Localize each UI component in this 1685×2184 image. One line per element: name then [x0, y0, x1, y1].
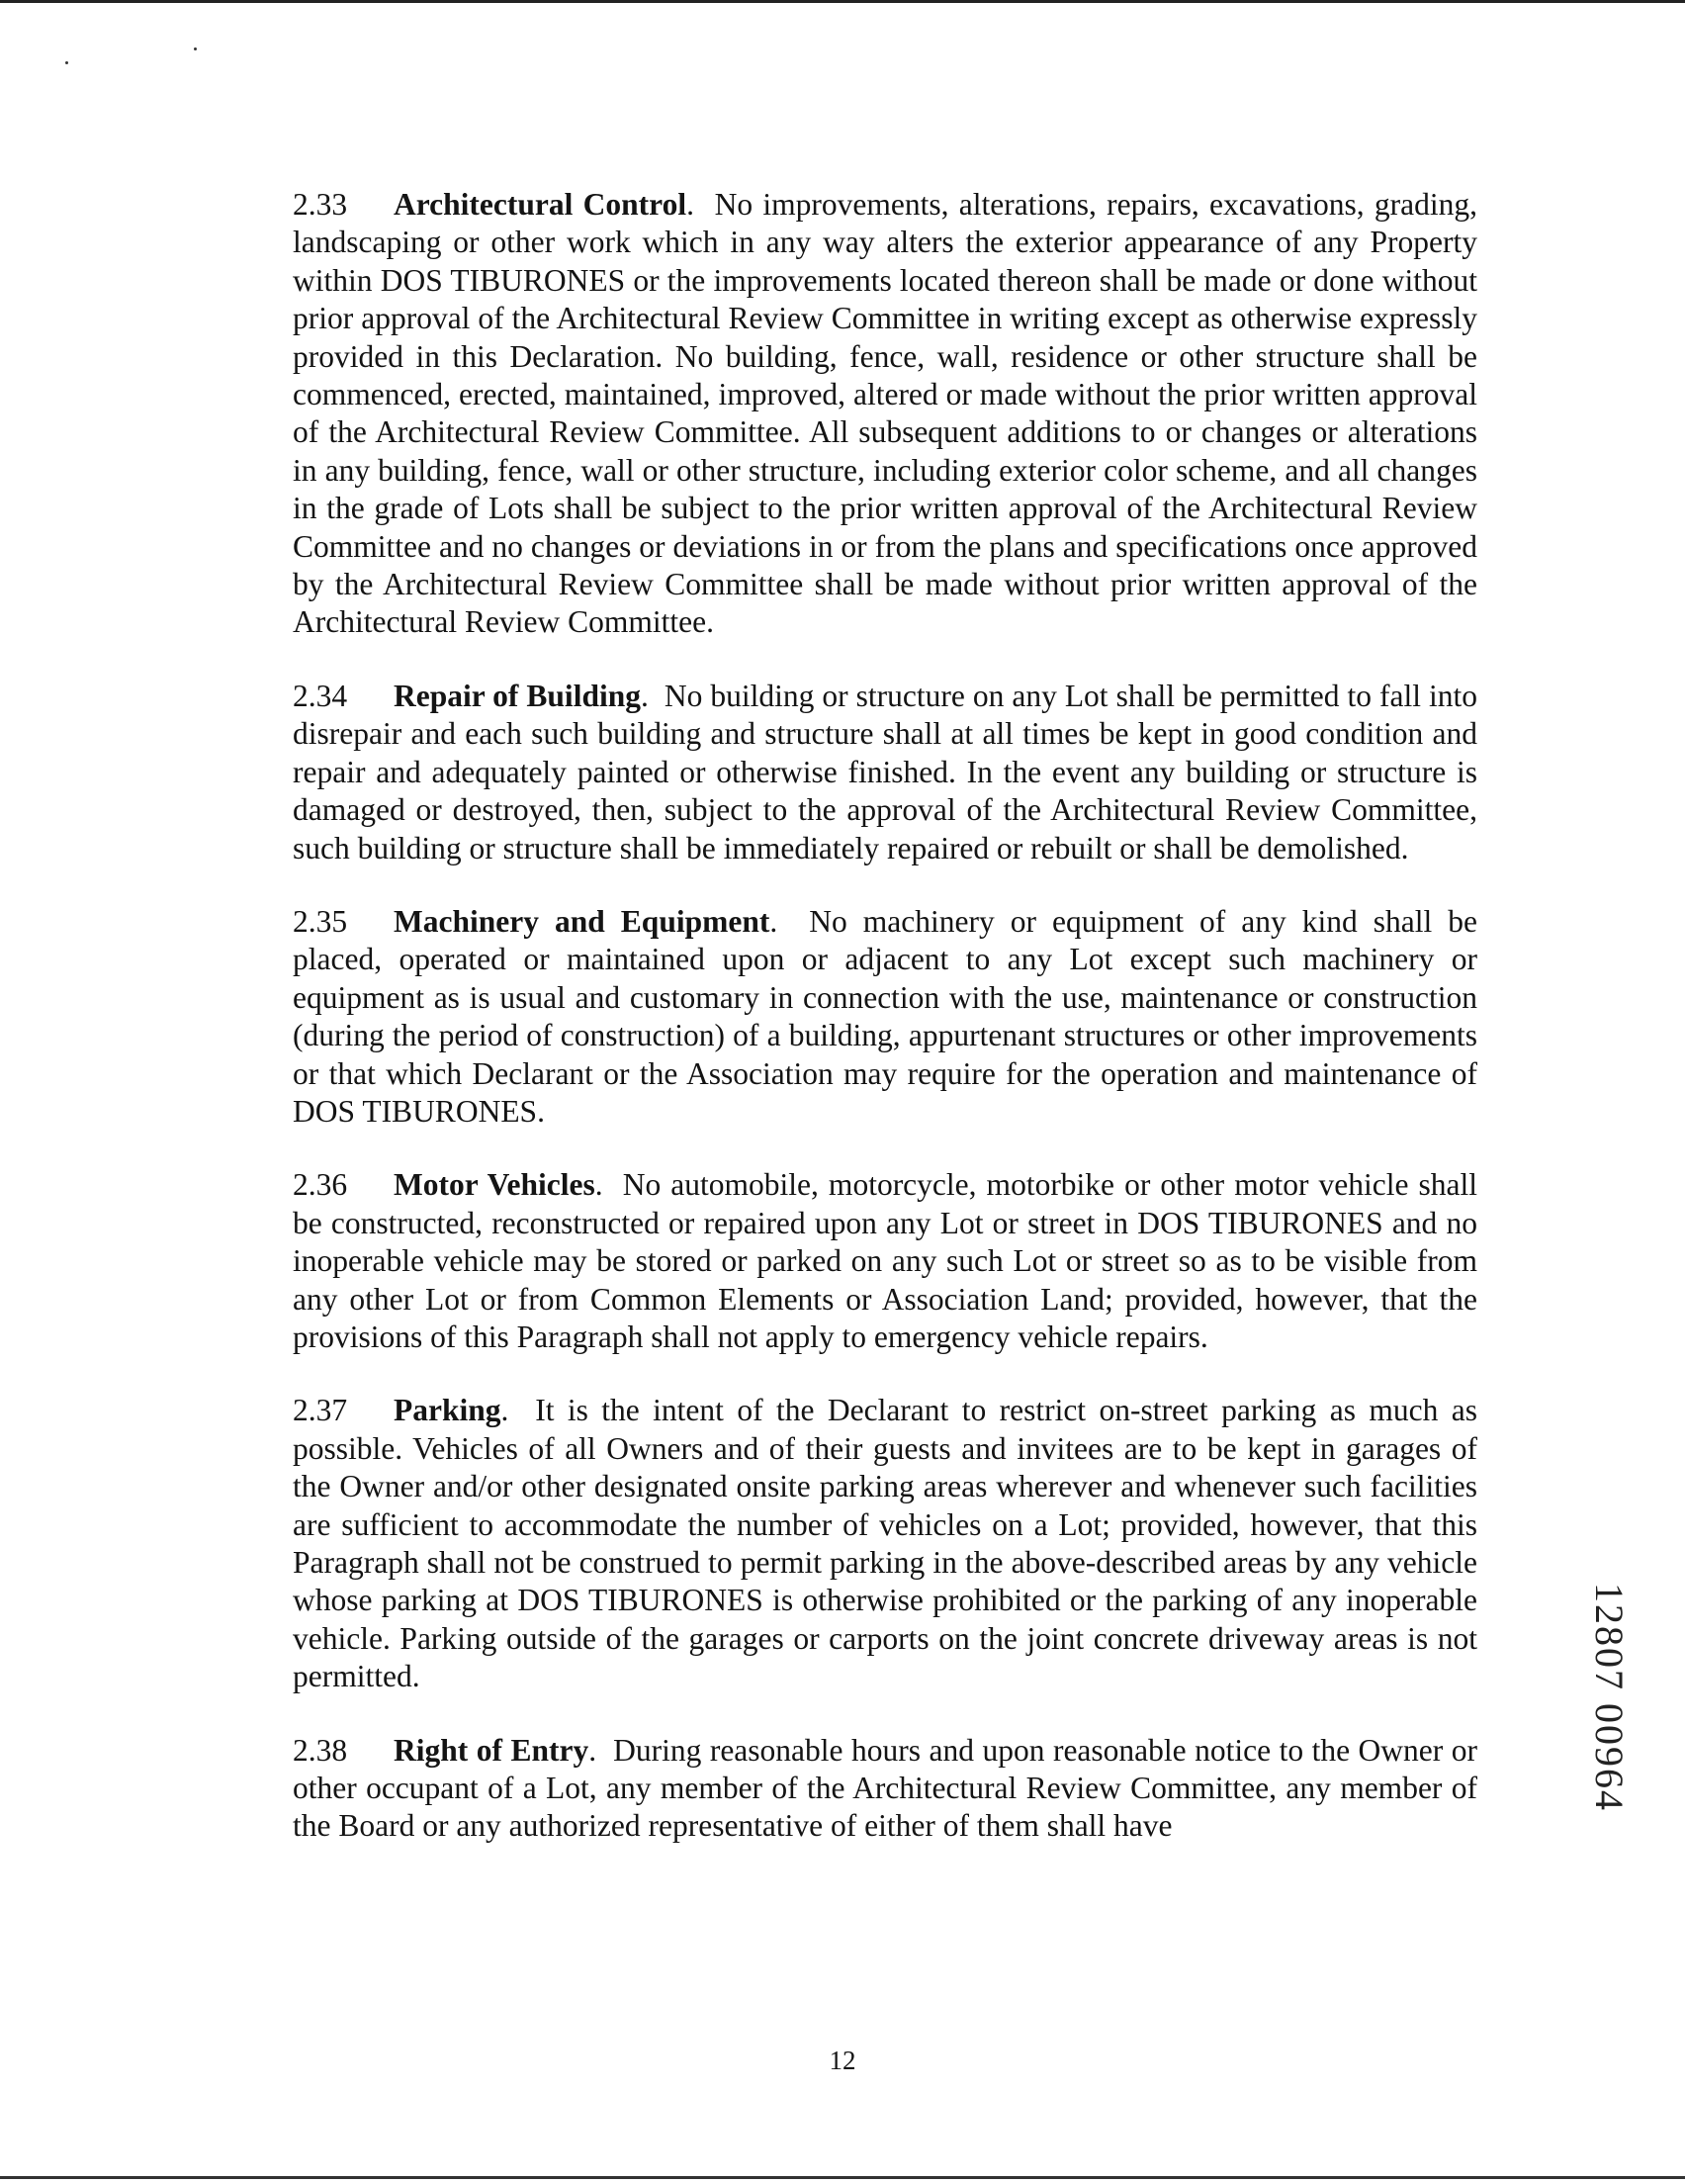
- section-body: During reasonable hours and upon reasonable notice to the Owner or other occupant of a Lot, any member of the Architectural Review Committee, any member of the Board or any authorized representative of either of them shall have: [293, 1732, 1477, 1844]
- section-number: 2.37: [293, 1393, 348, 1428]
- section-body: It is the intent of the Declarant to restrict on-street parking as much as possible. Vehicles of all Owners and of their guests and invitees are to be kept in garages of the Owner and/or other designated onsite parking areas wherever and whenever such facilities are sufficient to accommodate the number of vehicles on a Lot; provided, however, that this Paragraph shall not be construed to permit parking in the above-described areas by any vehicle whose parking at DOS TIBURONES is otherwise prohibited or the parking of any inoperable vehicle. Parking outside of the garages or carports on the joint concrete driveway areas is not permitted.: [293, 1393, 1477, 1694]
- section-2-35: [293, 903, 1477, 1131]
- document-body: [293, 186, 1477, 1881]
- margin-stamp-text: 12807 00964: [1587, 1583, 1630, 1812]
- section-number: 2.36: [293, 1167, 348, 1203]
- section-heading: Right of Entry: [394, 1732, 589, 1768]
- heading-punct: .: [500, 1393, 509, 1428]
- margin-stamp: [1582, 1583, 1630, 1978]
- heading-punct: .: [686, 187, 694, 222]
- section-heading: Parking: [394, 1393, 501, 1428]
- section-body: No improvements, alterations, repairs, excavations, grading, landscaping or other work which in any way alters the exterior appearance of any Property within DOS TIBURONES or the improvements located thereon shall be made or done without prior approval of the Architectural Review Committee in writing except as otherwise expressly provided in this Declaration. No building, fence, wall, residence or other structure shall be commenced, erected, maintained, improved, altered or made without the prior written approval of the Architectural Review Committee. All subsequent additions to or changes or alterations in any building, fence, wall or other structure, including exterior color scheme, and all changes in the grade of Lots shall be subject to the prior written approval of the Architectural Review Committee and no changes or deviations in or from the plans and specifications once approved by the Architectural Review Committee shall be made without prior written approval of the Architectural Review Committee.: [293, 187, 1478, 640]
- scan-edge-bottom: [0, 2176, 1685, 2179]
- page-number: 12: [829, 2046, 856, 2075]
- section-heading: Repair of Building: [394, 678, 641, 713]
- section-number: 2.34: [293, 678, 348, 713]
- section-heading: Motor Vehicles: [394, 1167, 595, 1203]
- section-heading: Architectural Control: [394, 187, 687, 222]
- section-2-36: [293, 1166, 1477, 1356]
- section-number: 2.35: [293, 903, 348, 939]
- section-number: 2.33: [293, 187, 348, 222]
- section-body: No machinery or equipment of any kind shall be placed, operated or maintained upon or adjacent to any Lot except such machinery or equipment as is usual and customary in connection with the use, maintenance or construction (during the period of construction) of a building, appurtenant structures or other improvements or that which Declarant or the Association may require for the operation and maintenance of DOS TIBURONES.: [293, 903, 1478, 1129]
- section-number: 2.38: [293, 1732, 348, 1768]
- heading-punct: .: [640, 678, 649, 713]
- section-2-37: [293, 1392, 1477, 1695]
- section-2-34: [293, 678, 1477, 867]
- section-body: No automobile, motorcycle, motorbike or other motor vehicle shall be constructed, reconstructed or repaired upon any Lot or street in DOS TIBURONES and no inoperable vehicle may be stored or parked on any such Lot or street so as to be visible from any other Lot or from Common Elements or Association Land; provided, however, that the provisions of this Paragraph shall not apply to emergency vehicle repairs.: [293, 1167, 1477, 1354]
- heading-punct: .: [769, 903, 778, 939]
- scan-speck: [194, 47, 197, 50]
- section-2-33: [293, 186, 1477, 642]
- section-2-38: [293, 1732, 1477, 1846]
- heading-punct: .: [588, 1732, 597, 1768]
- heading-punct: .: [594, 1167, 603, 1203]
- section-heading: Machinery and Equipment: [394, 903, 770, 939]
- scan-edge-top: [0, 0, 1685, 3]
- section-body: No building or structure on any Lot shall be permitted to fall into disrepair and each such building and structure shall at all times be kept in good condition and repair and adequately painted or otherwise finished. In the event any building or structure is damaged or destroyed, then, subject to the approval of the Architectural Review Committee, such building or structure shall be immediately repaired or rebuilt or shall be demolished.: [293, 678, 1477, 865]
- scan-speck: [65, 61, 68, 64]
